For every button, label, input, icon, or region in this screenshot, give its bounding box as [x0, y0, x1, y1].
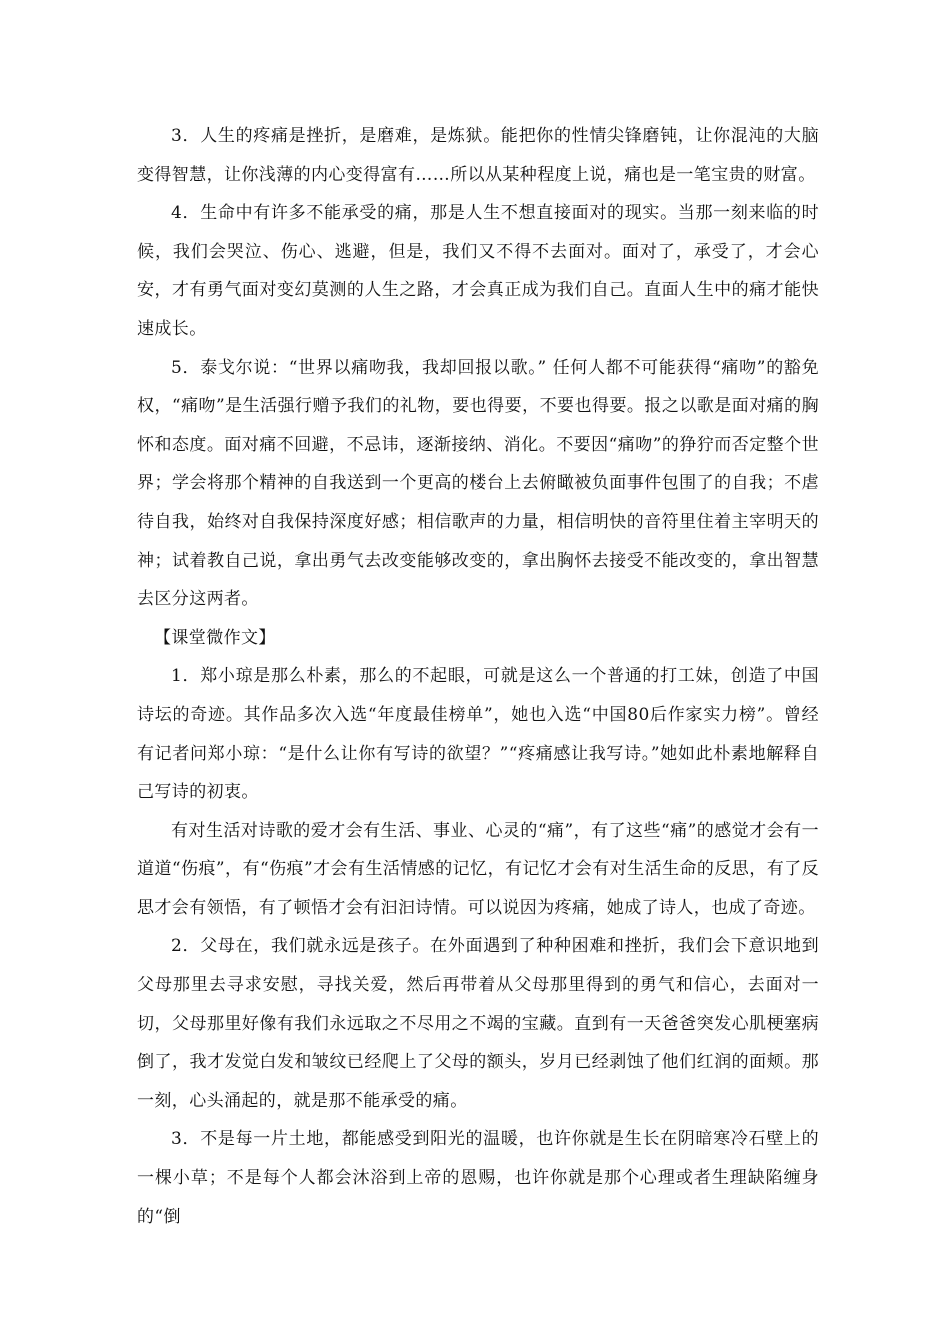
paragraph-point-3: 3．人生的疼痛是挫折，是磨难，是炼狱。能把你的性情尖锋磨钝，让你混沌的大脑变得智慧，让你浅薄的内心变得富有……所以从某种程度上说，痛也是一笔宝贵的财富。 — [137, 126, 819, 185]
paragraph-essay-1-continued: 有对生活对诗歌的爱才会有生活、事业、心灵的“痛”，有了这些“痛”的感觉才会有一道道“伤痕”，有“伤痕”才会有生活情感的记忆，有记忆才会有对生活生命的反思，有了反思才会有领悟，有了顿悟才会有汩汩诗情。可以说因为疼痛，她成了诗人，也成了奇迹。 — [137, 820, 819, 918]
paragraph-point-4: 4．生命中有许多不能承受的痛，那是人生不想直接面对的现实。当那一刻来临的时候，我们会哭泣、伤心、逃避，但是，我们又不得不去面对。面对了，承受了，才会心安，才有勇气面对变幻莫测的人生之路，才会真正成为我们自己。直面人生中的痛才能快速成长。 — [137, 203, 819, 339]
document-body — [137, 117, 819, 1236]
paragraph-essay-1: 1．郑小琼是那么朴素，那么的不起眼，可就是这么一个普通的打工妹，创造了中国诗坛的奇迹。其作品多次入选“年度最佳榜单”，她也入选“中国80后作家实力榜”。曾经有记者问郑小琼：“是什么让你有写诗的欲望？”“疼痛感让我写诗。”她如此朴素地解释自己写诗的初衷。 — [137, 666, 819, 803]
paragraph-point-5: 5．泰戈尔说：“世界以痛吻我，我却回报以歌。” 任何人都不可能获得“痛吻”的豁免权，“痛吻”是生活强行赠予我们的礼物，要也得要，不要也得要。报之以歌是面对痛的胸怀和态度。面对痛不回避，不忌讳，逐渐接纳、消化。不要因“痛吻”的狰狞而否定整个世界；学会将那个精神的自我送到一个更高的楼台上去俯瞰被负面事件包围了的自我；不虐待自我，始终对自我保持深度好感；相信歌声的力量，相信明快的音符里住着主宰明天的神；试着教自己说，拿出勇气去改变能够改变的，拿出胸怀去接受不能改变的，拿出智慧去区分这两者。 — [137, 357, 819, 610]
paragraph-essay-2: 2．父母在，我们就永远是孩子。在外面遇到了种种困难和挫折，我们会下意识地到父母那里去寻求安慰，寻找关爱，然后再带着从父母那里得到的勇气和信心，去面对一切，父母那里好像有我们永远取之不尽用之不竭的宝藏。直到有一天爸爸突发心肌梗塞病倒了，我才发觉白发和皱纹已经爬上了父母的额头，岁月已经剥蚀了他们红润的面颊。那一刻，心头涌起的，就是那不能承受的痛。 — [137, 936, 819, 1111]
section-heading: 【课堂微作文】 — [154, 627, 276, 648]
paragraph-essay-3: 3．不是每一片土地，都能感受到阳光的温暖，也许你就是生长在阴暗寒冷石壁上的一棵小草；不是每个人都会沐浴到上帝的恩赐，也许你就是那个心理或者生理缺陷缠身的“倒 — [137, 1129, 819, 1227]
